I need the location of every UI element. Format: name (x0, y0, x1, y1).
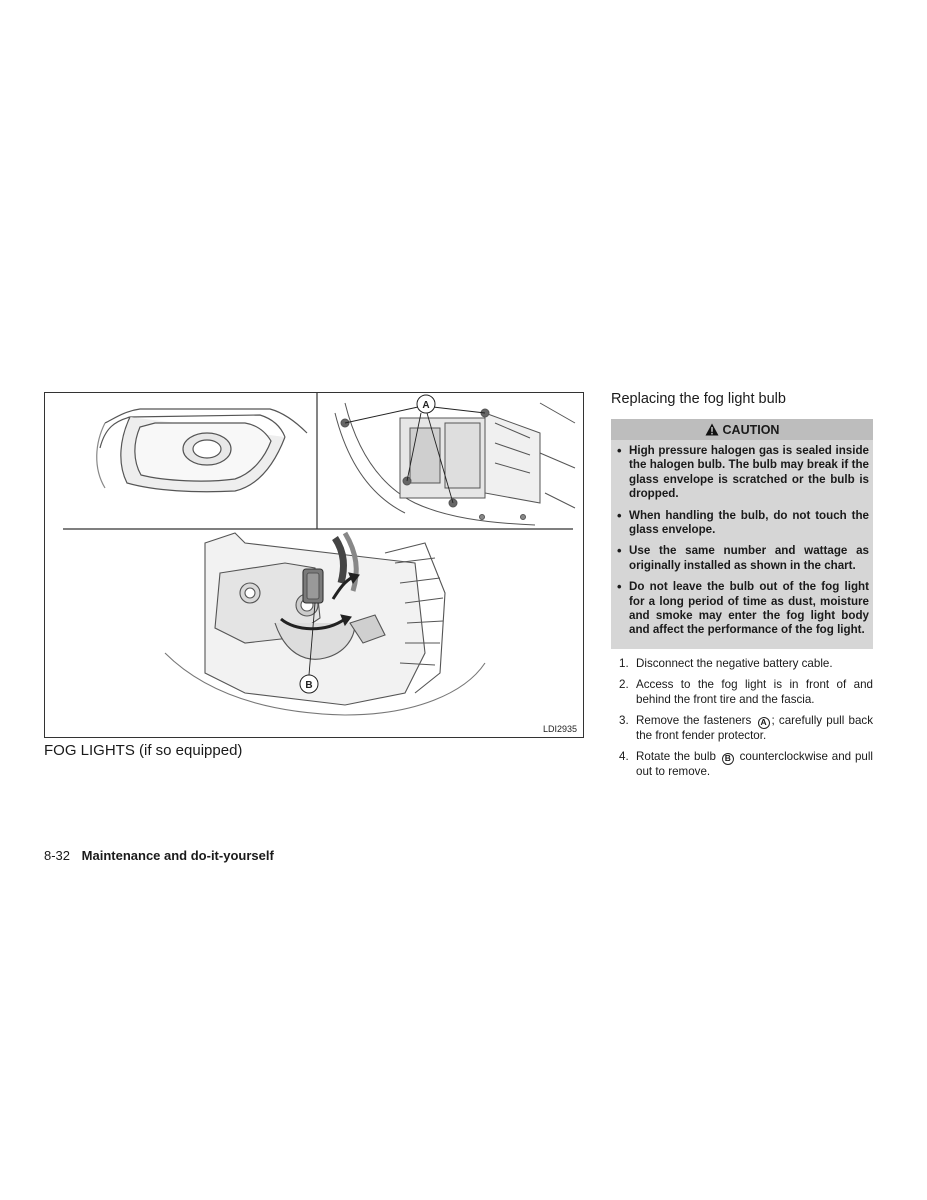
caution-item: • When handling the bulb, do not touch the glass envelope. (615, 509, 869, 538)
fog-light-illustration (44, 392, 584, 738)
caution-item: • High pressure halogen gas is sealed inside the halogen bulb. The bulb may break if the glass envelope is scratched or the bulb is dropped. (615, 444, 869, 502)
caution-header (611, 419, 873, 440)
caution-item: • Use the same number and wattage as originally installed as shown in the chart. (615, 544, 869, 573)
callout-a-marker: A (758, 717, 770, 729)
step-text-post: counterclockwise and pull out to remove. (636, 750, 873, 778)
right-column (611, 391, 873, 786)
step-number: 2. (619, 678, 629, 692)
illustration-drawing (45, 393, 584, 738)
step-text-pre: Rotate the bulb (636, 750, 716, 764)
step-text: Access to the fog light is in front of and behind the front tire and the fascia. (636, 678, 873, 706)
step-text: Disconnect the negative battery cable. (636, 656, 833, 670)
callout-a-label: A (422, 400, 430, 411)
caution-list (611, 440, 873, 638)
fender-liner-drawing (335, 403, 575, 525)
step-item (611, 657, 873, 672)
procedure-steps (611, 657, 873, 780)
caution-item: • Do not leave the bulb out of the fog light for a long period of time as dust, moisture and smoke may enter the fog light body and affect the performance of the fog light. (615, 580, 869, 638)
caution-box (611, 419, 873, 649)
step-number: 4. (619, 750, 629, 764)
warning-triangle-icon (705, 423, 719, 436)
step-number: 1. (619, 656, 629, 670)
section-title: Maintenance and do-it-yourself (81, 848, 274, 863)
callout-b-marker: B (722, 753, 734, 765)
section-heading: Replacing the fog light bulb (611, 391, 786, 407)
figure-caption: FOG LIGHTS (if so equipped) (44, 742, 243, 759)
bulb-socket-drawing (165, 533, 485, 715)
caution-title: CAUTION (722, 422, 780, 437)
step-item (611, 678, 873, 707)
callout-b-label: B (305, 680, 313, 691)
figure-code: LDI2935 (542, 724, 577, 734)
fog-light-bezel-drawing (97, 409, 307, 492)
step-item (611, 750, 873, 779)
page-number: 8-32 (44, 848, 71, 863)
step-text-post: ; carefully pull back the front fender protector. (636, 714, 873, 742)
step-number: 3. (619, 714, 629, 728)
step-item (611, 714, 873, 743)
step-text-pre: Remove the fasteners (636, 714, 752, 728)
page-footer (44, 848, 274, 863)
